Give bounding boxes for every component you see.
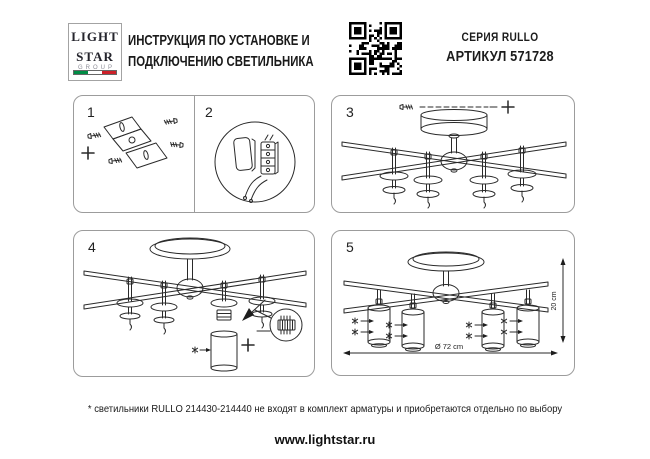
panel-3-number: 3 (346, 104, 354, 120)
screw-icon (164, 118, 177, 125)
shade-holder (414, 152, 442, 208)
asterisk-icon (501, 329, 506, 335)
plus-icon (242, 339, 254, 351)
screw-icon (170, 142, 183, 148)
website-url: www.lightstar.ru (274, 432, 376, 447)
terminal-block (261, 135, 278, 174)
series-label: СЕРИЯ RULLO (461, 32, 539, 44)
shade-cylinder (482, 294, 504, 351)
height-dimension-label: 20 cm (551, 291, 558, 311)
lightstar-logo (68, 23, 122, 81)
title-line-2: ПОДКЛЮЧЕНИЮ СВЕТИЛЬНИКА (128, 53, 314, 70)
lamp-socket-assembly (211, 281, 237, 320)
qr-code-icon (349, 22, 402, 75)
footnote-text: * светильники RULLO 214430-214440 не входят в комплект арматуры и приобретаются отдельно по выбору (87, 402, 563, 415)
connector-callout (255, 309, 302, 341)
panel-4-number: 4 (88, 239, 96, 255)
stem (452, 138, 457, 153)
asterisk-icon (386, 333, 391, 339)
screw-icon (109, 158, 122, 164)
panel-box-4 (73, 230, 315, 377)
panel-1-number: 1 (87, 104, 95, 120)
asterisk-icon (466, 322, 471, 328)
canopy (421, 110, 487, 139)
screw-icon (400, 105, 413, 110)
cover-plate (233, 137, 255, 171)
series-info (430, 32, 571, 65)
shade-holder (380, 148, 408, 204)
logo-word-light: LIGHT (71, 29, 119, 44)
diagram-shade-attachment (74, 231, 314, 376)
asterisk-icon (192, 347, 197, 353)
panel-2-number: 2 (205, 104, 213, 120)
asterisk-icon (386, 322, 391, 328)
stem (444, 271, 449, 286)
flag-red (102, 71, 116, 74)
diameter-dimension-label: Ø 72 cm (434, 342, 464, 351)
article-label: АРТИКУЛ 571728 (446, 49, 554, 65)
screw-icon (88, 132, 101, 139)
asterisk-icon (501, 318, 506, 324)
panel-box-1-2 (73, 95, 315, 213)
shade-cylinder (368, 290, 390, 347)
shade-cylinder (517, 290, 539, 347)
cross-arms (342, 142, 566, 180)
canopy (150, 238, 230, 259)
asterisk-icon (466, 333, 471, 339)
diagram-mounting-bracket (74, 96, 194, 214)
asterisk-icon (352, 318, 357, 324)
flag-white (88, 71, 102, 74)
phillips-cross-icon (502, 101, 514, 113)
wires (244, 176, 268, 203)
canopy (408, 252, 484, 271)
height-dimension (551, 258, 566, 343)
logo-word-group: GROUP (77, 65, 115, 71)
diagram-wiring-detail (195, 96, 316, 214)
italian-flag-stripe (73, 70, 117, 75)
page-title (128, 30, 314, 72)
diagram-frame-mounting (332, 96, 574, 212)
logo-word-star: STAR (76, 48, 114, 64)
panel-box-5 (331, 230, 575, 376)
title-line-1: ИНСТРУКЦИЯ ПО УСТАНОВКЕ И (128, 32, 310, 49)
panel-box-3 (331, 95, 575, 213)
diagram-assembled-dimensions (332, 231, 574, 375)
shade-holder (151, 281, 177, 334)
stem (188, 259, 193, 280)
phillips-cross-icon (82, 147, 94, 159)
shade-cylinder (211, 331, 237, 371)
panel-5-number: 5 (346, 239, 354, 255)
pointer-arrow-icon (200, 348, 211, 352)
flag-green (74, 71, 88, 74)
asterisk-icon (352, 329, 357, 335)
